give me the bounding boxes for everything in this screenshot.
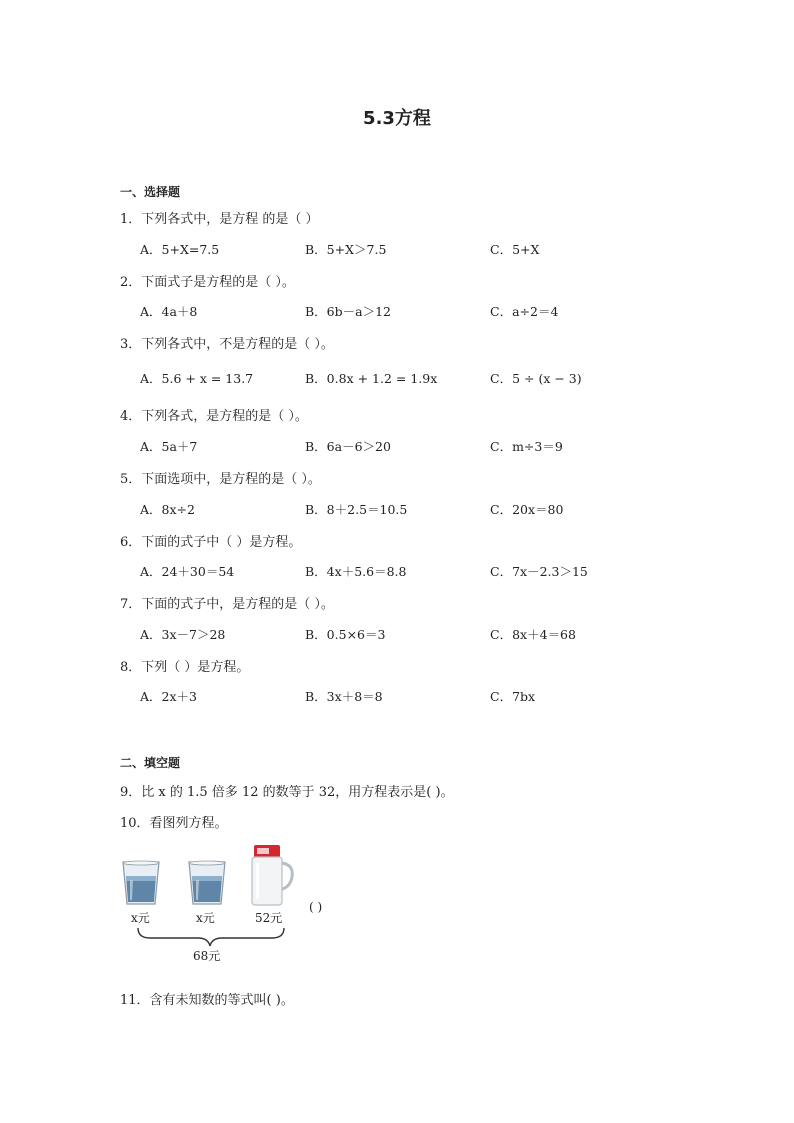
question-stem: 9．比 x 的 1.5 倍多 12 的数等于 32，用方程表示是( )。 bbox=[120, 785, 454, 800]
question-stem: 5．下面选项中，是方程的是（ ）。 bbox=[120, 472, 321, 487]
option-c: C．5+X bbox=[490, 242, 540, 257]
answer-blank: ( ) bbox=[309, 900, 323, 914]
section-heading-fill: 二、填空题 bbox=[120, 756, 181, 770]
option-c: C．7bx bbox=[490, 689, 536, 704]
glass-of-water-icon bbox=[187, 860, 227, 906]
question-stem: 11．含有未知数的等式叫( )。 bbox=[120, 993, 294, 1008]
option-c: C．7x－2.3＞15 bbox=[490, 564, 588, 579]
option-a: A．5+X=7.5 bbox=[140, 242, 220, 257]
option-a: A．2x＋3 bbox=[140, 689, 197, 704]
option-b: B．6a－6＞20 bbox=[305, 439, 391, 454]
glass-of-water-icon bbox=[121, 860, 161, 906]
option-b: B．5+X＞7.5 bbox=[305, 242, 387, 257]
question-stem: 6．下面的式子中（ ）是方程。 bbox=[120, 535, 302, 550]
option-a: A．8x÷2 bbox=[140, 502, 195, 517]
option-a: A．5a＋7 bbox=[140, 439, 198, 454]
option-a: A．4a＋8 bbox=[140, 304, 198, 319]
option-b: B．8＋2.5＝10.5 bbox=[305, 502, 408, 517]
option-b: B．0.8x + 1.2 = 1.9x bbox=[305, 371, 438, 386]
glass-price-label: x元 bbox=[131, 911, 150, 925]
question-stem: 3．下列各式中，不是方程的是（ ）。 bbox=[120, 337, 334, 352]
option-c: C．8x＋4＝68 bbox=[490, 627, 576, 642]
jug-icon bbox=[248, 843, 296, 907]
brace-icon bbox=[136, 926, 286, 948]
jug-price-label: 52元 bbox=[255, 911, 283, 925]
option-a: A．3x－7＞28 bbox=[140, 627, 226, 642]
option-c: C．5 ÷ (x − 3) bbox=[490, 371, 582, 386]
question-stem: 4．下列各式，是方程的是（ ）。 bbox=[120, 409, 308, 424]
question-stem: 8．下列（ ）是方程。 bbox=[120, 660, 250, 675]
option-b: B．3x＋8＝8 bbox=[305, 689, 383, 704]
page-title: 5.3方程 bbox=[363, 108, 431, 129]
option-a: A．5.6 + x = 13.7 bbox=[140, 371, 254, 386]
question-stem: 10．看图列方程。 bbox=[120, 816, 228, 831]
glass-price-label: x元 bbox=[196, 911, 215, 925]
section-heading-choice: 一、选择题 bbox=[120, 185, 181, 199]
total-price-label: 68元 bbox=[193, 949, 221, 963]
option-b: B．0.5×6＝3 bbox=[305, 627, 386, 642]
option-b: B．4x＋5.6＝8.8 bbox=[305, 564, 407, 579]
option-c: C．20x＝80 bbox=[490, 502, 564, 517]
option-c: C．a÷2＝4 bbox=[490, 304, 559, 319]
question-stem: 1．下列各式中，是方程 的是（ ） bbox=[120, 212, 319, 227]
question-stem: 2．下面式子是方程的是（ ）。 bbox=[120, 275, 295, 290]
question-stem: 7．下面的式子中，是方程的是（ ）。 bbox=[120, 597, 334, 612]
option-a: A．24＋30＝54 bbox=[140, 564, 235, 579]
option-c: C．m÷3＝9 bbox=[490, 439, 563, 454]
option-b: B．6b－a＞12 bbox=[305, 304, 391, 319]
